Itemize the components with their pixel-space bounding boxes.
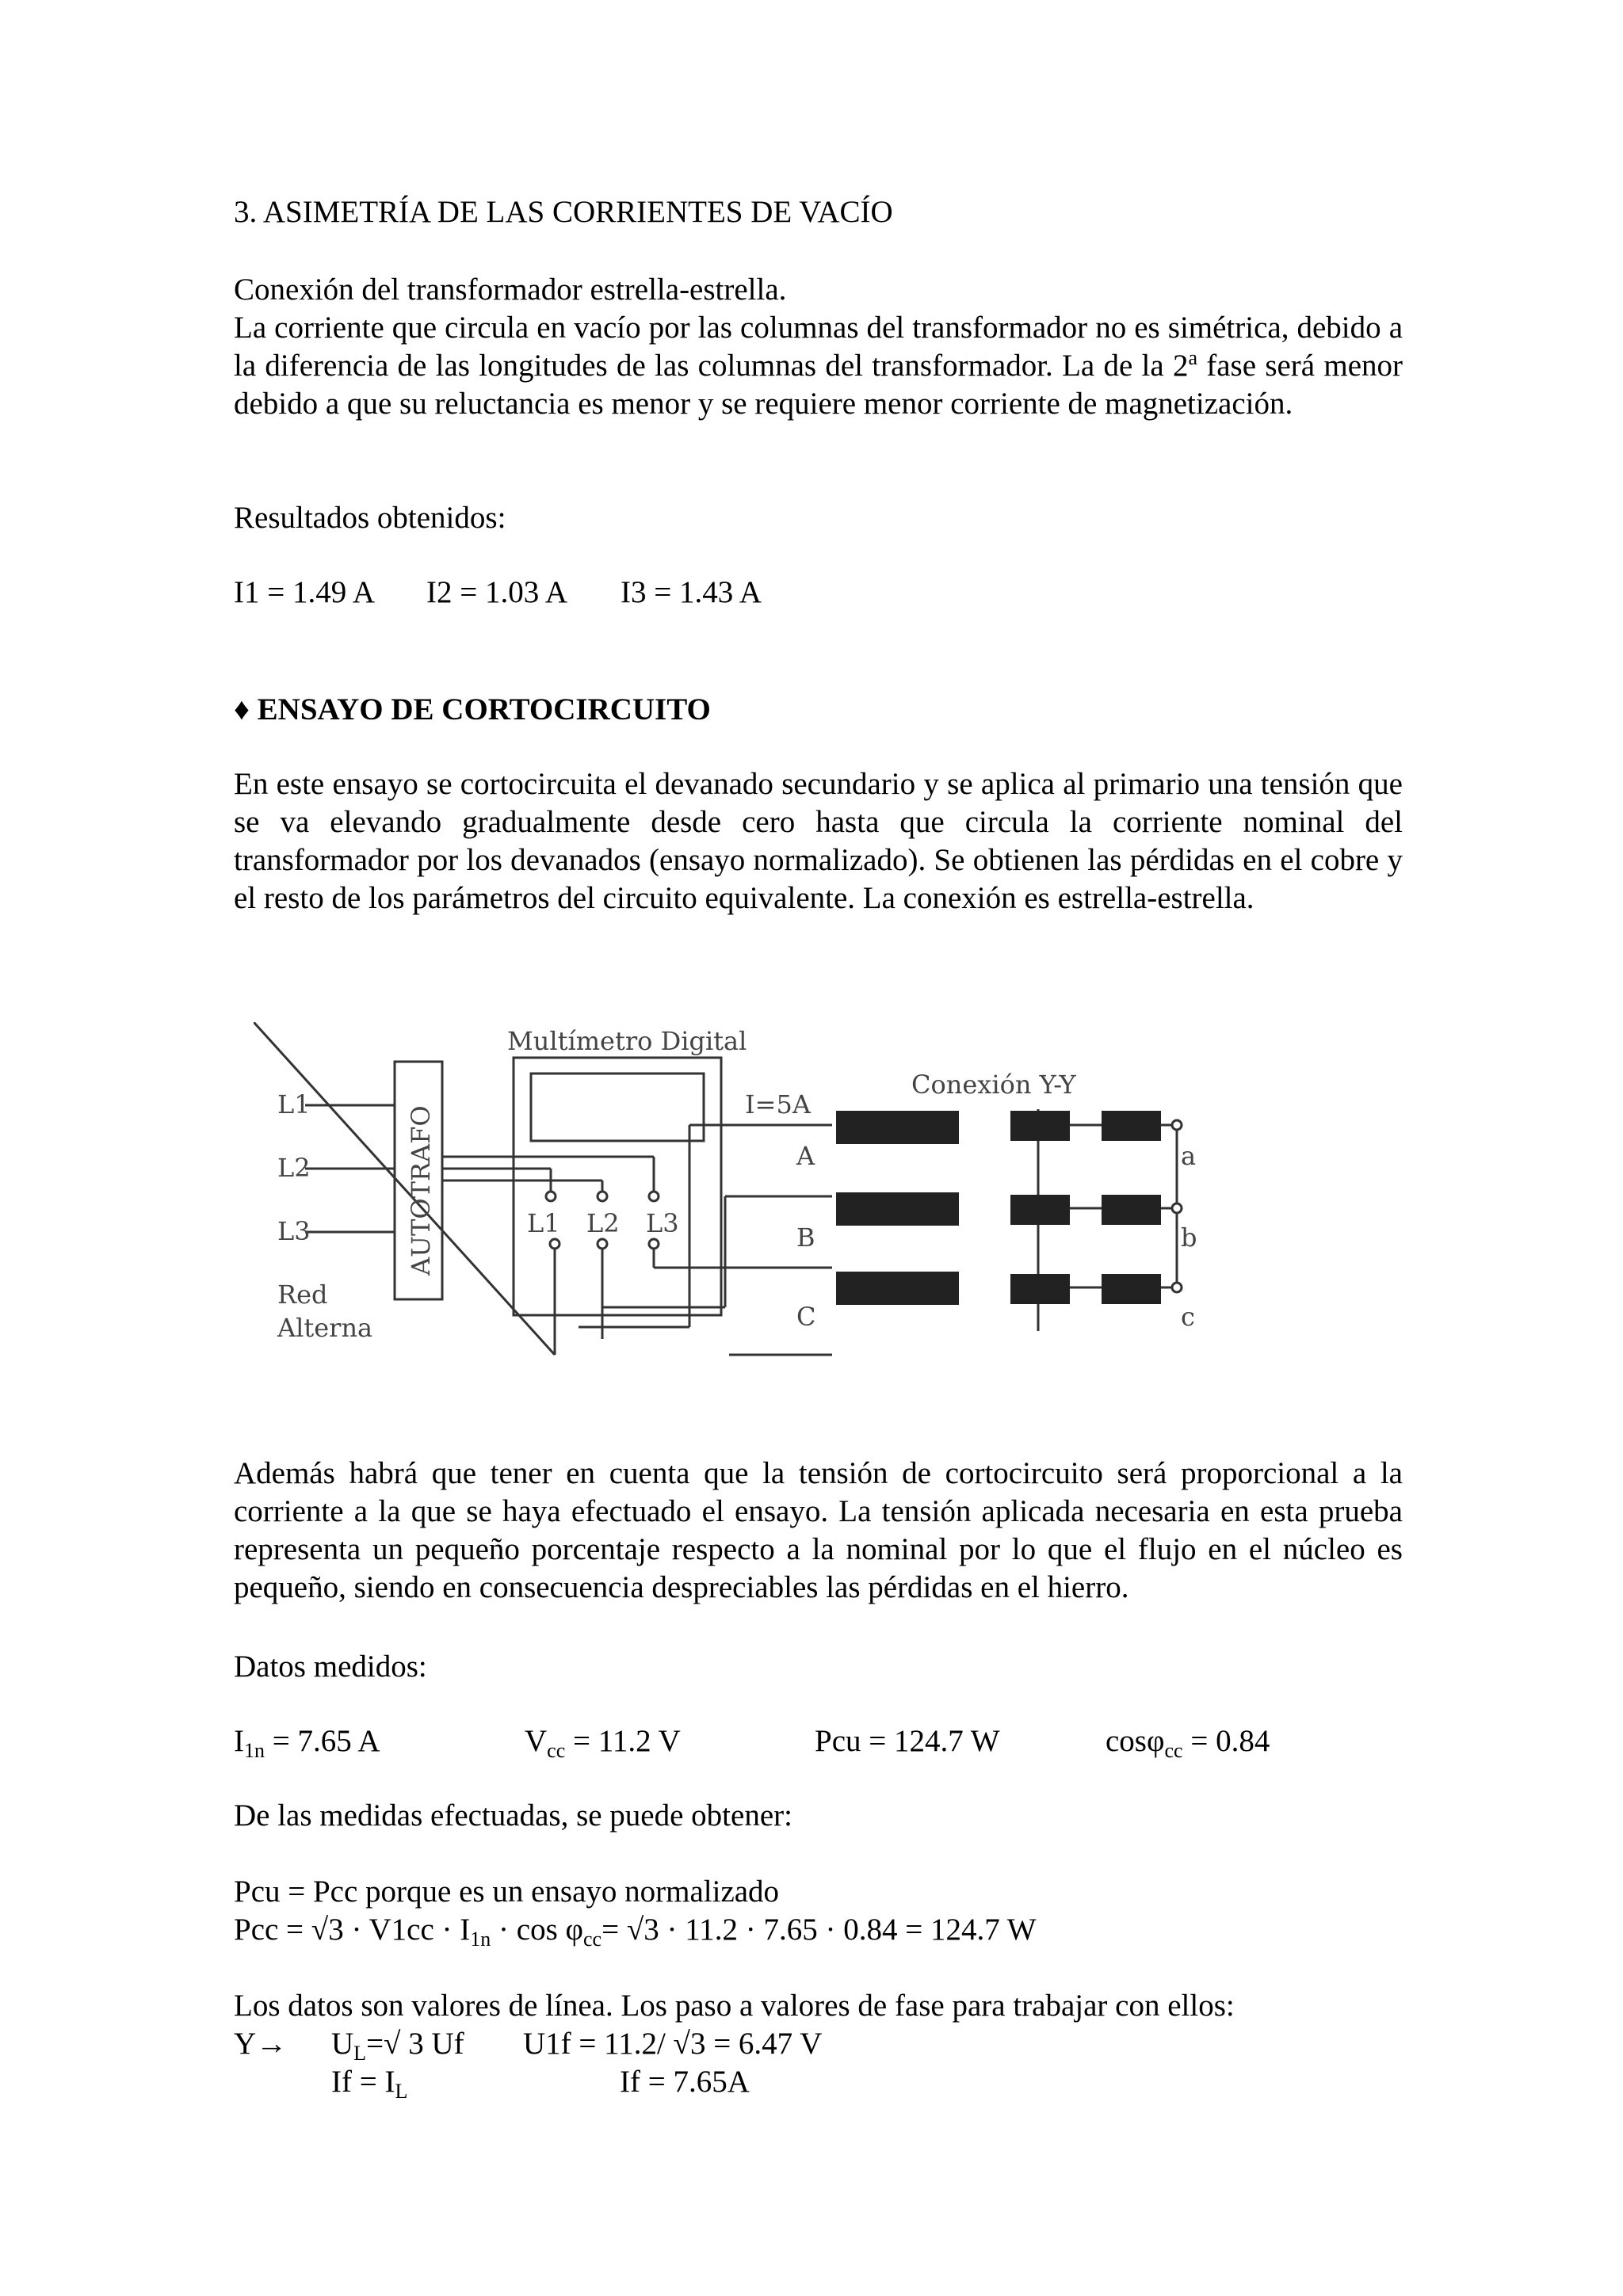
section-heading: 3. ASIMETRÍA DE LAS CORRIENTES DE VACÍO (234, 195, 893, 229)
y-arrow: Y→ (234, 2027, 288, 2061)
secondary-c-label: c (1181, 1302, 1195, 1332)
line-l2-label: L2 (277, 1153, 311, 1183)
measured-i1n: $I_{1n} = 7.65$ A (234, 1724, 380, 1762)
measured-cosphi: cosφ$_{cc}$ = 0.84 (1106, 1724, 1270, 1762)
connection-label: Conexión Y-Y (911, 1070, 1076, 1100)
secondary-winding-c1 (1010, 1274, 1070, 1304)
meter-l2-label: L2 (586, 1208, 620, 1238)
primary-a-label: A (796, 1141, 815, 1171)
secondary-winding-c2 (1102, 1274, 1161, 1304)
secondary-winding-a1 (1010, 1111, 1070, 1141)
if-equation: $If = I_L$ (331, 2065, 408, 2103)
measured-pcu: Pcu = 124.7 W (815, 1724, 1000, 1758)
connection-type: Conexión del transformador estrella-estrella. (234, 273, 787, 307)
circuit-diagram (254, 1022, 1284, 1371)
asymmetry-paragraph: La corriente que circula en vacío por las columnas del transformador no es simétrica, debido a la diferencia de las longitudes de las columnas del transformador. La de la 2$^a$ fase será menor debido a que su reluctancia es menor y se requiere menor corriente de magnetización. (234, 311, 1403, 421)
line-l3-label: L3 (277, 1216, 311, 1246)
diamond-bullet-icon: ♦ (234, 692, 250, 727)
secondary-winding-b1 (1010, 1195, 1070, 1225)
secondary-b-label: b (1181, 1222, 1197, 1253)
shortcircuit-paragraph: En este ensayo se cortocircuita el devanado secundario y se aplica al primario una tensión que se va elevando gradualmente desde cero hasta que circula la corriente nominal del transformador por los devanados (ensayo normalizado). Se obtienen las pérdidas en el cobre y el resto de los parámetros del circuito equivalente. La conexión es estrella-estrella. (234, 767, 1403, 915)
line-l1-label: L1 (277, 1089, 311, 1119)
voltage-paragraph: Además habrá que tener en cuenta que la tensión de cortocircuito será proporcional a la corriente a la que se haya efectuado el ensayo. La tensión aplicada necesaria en esta prueba representa un pequeño porcentaje respecto a la nominal por lo que el flujo en el núcleo es pequeño, siendo en consecuencia despreciables las pérdidas en el hierro. (234, 1456, 1403, 1604)
pcu-equation: Pcu = Pcc porque es un ensayo normalizado (234, 1875, 780, 1909)
autotrafo-label: AUTOTRAFO (406, 1105, 436, 1276)
multimeter-display (531, 1074, 704, 1141)
meter-l3-label: L3 (646, 1208, 679, 1238)
meter-l1-label: L1 (527, 1208, 560, 1238)
result-i1: I1 = 1.49 A (234, 575, 375, 609)
phase-label: Los datos son valores de línea. Los paso a valores de fase para trabajar con ellos: (234, 1989, 1235, 2023)
ul-equation: $U_L=√$ 3 Uf (331, 2027, 464, 2065)
shortcircuit-heading: ♦ ENSAYO DE CORTOCIRCUITO (234, 692, 711, 727)
primary-winding-a (836, 1111, 959, 1144)
results-label: Resultados obtenidos: (234, 501, 506, 535)
current-label: I=5A (745, 1089, 811, 1119)
network-label-2: Alterna (277, 1313, 373, 1343)
measured-label: Datos medidos: (234, 1650, 427, 1684)
primary-c-label: C (796, 1302, 816, 1332)
result-i2: I2 = 1.03 A (426, 575, 567, 609)
obtain-label: De las medidas efectuadas, se puede obtener: (234, 1798, 792, 1833)
result-i3: I3 = 1.43 A (621, 575, 762, 609)
if-value: If = 7.65A (620, 2065, 750, 2099)
secondary-a-label: a (1181, 1141, 1197, 1171)
primary-winding-c (836, 1272, 959, 1305)
secondary-winding-b2 (1102, 1195, 1161, 1225)
measured-vcc: $V_{cc} = 11.2$ V (525, 1724, 681, 1762)
primary-b-label: B (796, 1222, 815, 1253)
network-label-1: Red (277, 1280, 328, 1310)
multimeter-label: Multímetro Digital (507, 1026, 747, 1056)
pcc-equation: Pcc = $√3 \cdot V1cc \cdot I_{1n} \cdot \cos \varphi_{cc}= √3 \cdot 11.2 \cdot 7.65 \cdot 0.84 = 124.7$ W (234, 1913, 1037, 1951)
u1f-equation: U1f = 11.2/ √3 = 6.47 V (523, 2027, 823, 2061)
primary-winding-b (836, 1192, 959, 1226)
secondary-winding-a2 (1102, 1111, 1161, 1141)
